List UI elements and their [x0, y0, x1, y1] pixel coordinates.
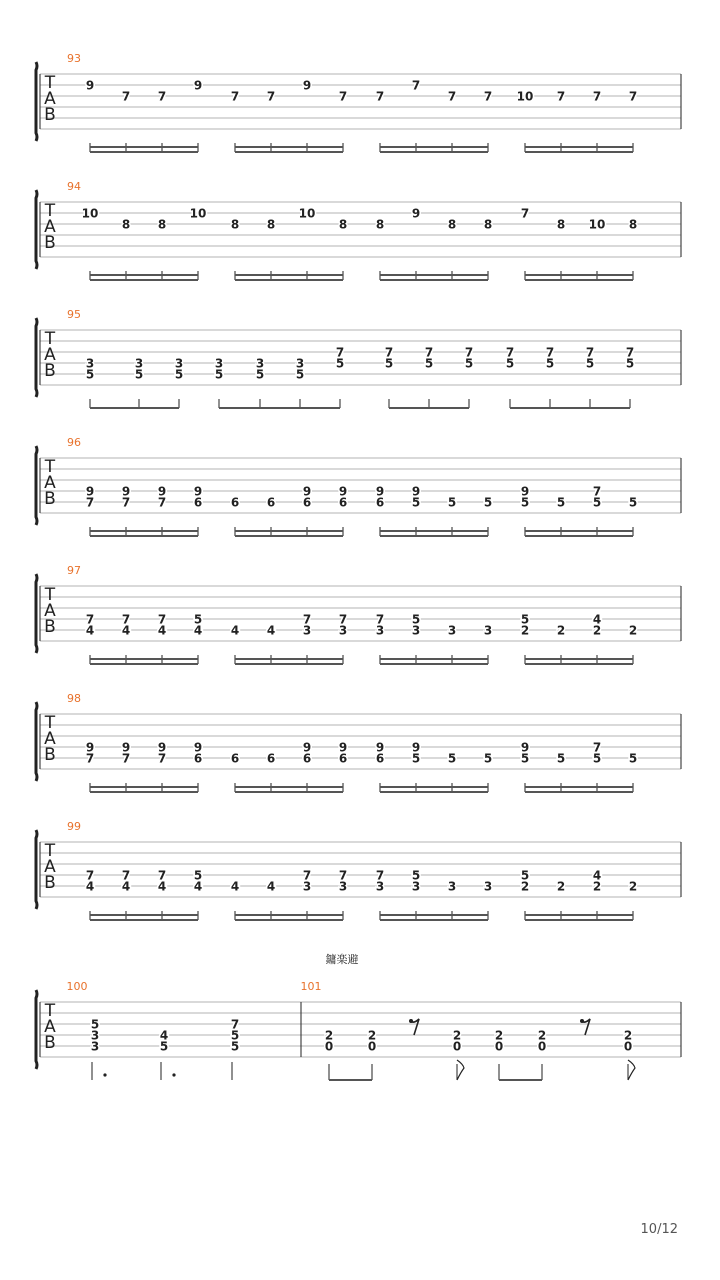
fret-number: 5 — [585, 356, 595, 371]
fret-number: 5 — [464, 356, 474, 371]
tab-clef-letter: B — [44, 745, 56, 765]
fret-number: 10 — [516, 89, 534, 104]
fret-number: 5 — [295, 367, 305, 382]
fret-number: 4 — [592, 868, 602, 883]
fret-number: 5 — [520, 495, 530, 510]
fret-number: 7 — [335, 345, 345, 360]
fret-number: 5 — [159, 1039, 169, 1054]
system-bracket — [36, 62, 37, 141]
fret-number: 7 — [85, 495, 95, 510]
tab-clef-letter: A — [44, 729, 56, 749]
fret-number: 5 — [628, 495, 638, 510]
fret-number: 5 — [384, 356, 394, 371]
fret-number: 2 — [628, 879, 638, 894]
measure-number: 97 — [67, 564, 81, 577]
fret-number: 7 — [121, 751, 131, 766]
fret-number: 5 — [134, 367, 144, 382]
fret-number: 4 — [266, 623, 276, 638]
fret-number: 7 — [447, 89, 457, 104]
fret-number: 3 — [411, 623, 421, 638]
fret-number: 5 — [214, 367, 224, 382]
fret-number: 3 — [411, 879, 421, 894]
fret-number: 7 — [157, 868, 167, 883]
fret-number: 5 — [411, 612, 421, 627]
fret-number: 7 — [157, 89, 167, 104]
tab-clef-letter: B — [44, 617, 56, 637]
fret-number: 7 — [545, 345, 555, 360]
fret-number: 7 — [375, 868, 385, 883]
fret-number: 2 — [537, 1028, 547, 1043]
fret-number: 7 — [520, 206, 530, 221]
fret-number: 5 — [411, 868, 421, 883]
fret-number: 7 — [424, 345, 434, 360]
fret-number: 2 — [452, 1028, 462, 1043]
fret-number: 7 — [121, 868, 131, 883]
fret-number: 7 — [302, 612, 312, 627]
fret-number: 9 — [520, 484, 530, 499]
fret-number: 7 — [121, 89, 131, 104]
fret-number: 3 — [295, 356, 305, 371]
fret-number: 4 — [121, 879, 131, 894]
fret-number: 5 — [193, 868, 203, 883]
tab-clef-letter: B — [44, 873, 56, 893]
eighth-rest-dot — [409, 1019, 413, 1023]
fret-number: 7 — [338, 868, 348, 883]
measure-number: 93 — [67, 52, 81, 65]
fret-number: 4 — [266, 879, 276, 894]
fret-number: 7 — [121, 612, 131, 627]
fret-number: 5 — [483, 495, 493, 510]
measure-number: 96 — [67, 436, 81, 449]
tab-clef-letter: T — [44, 713, 56, 733]
tab-clef-letter: B — [44, 361, 56, 381]
fret-number: 9 — [157, 740, 167, 755]
fret-number: 5 — [520, 612, 530, 627]
note-flag — [457, 1060, 464, 1080]
fret-number: 4 — [230, 623, 240, 638]
fret-number: 6 — [193, 751, 203, 766]
fret-number: 9 — [121, 740, 131, 755]
fret-number: 3 — [447, 623, 457, 638]
eighth-rest-dot — [580, 1019, 584, 1023]
fret-number: 4 — [157, 879, 167, 894]
fret-number: 3 — [302, 623, 312, 638]
fret-number: 10 — [81, 206, 99, 221]
fret-number: 9 — [193, 740, 203, 755]
fret-number: 3 — [302, 879, 312, 894]
tab-clef-letter: B — [44, 489, 56, 509]
fret-number: 9 — [375, 740, 385, 755]
fret-number: 0 — [494, 1039, 504, 1054]
fret-number: 0 — [324, 1039, 334, 1054]
page-number: 10/12 — [640, 1222, 678, 1237]
fret-number: 4 — [85, 623, 95, 638]
fret-number: 2 — [520, 623, 530, 638]
fret-number: 7 — [85, 868, 95, 883]
fret-number: 6 — [266, 751, 276, 766]
fret-number: 5 — [230, 1028, 240, 1043]
tab-clef-letter: A — [44, 1017, 56, 1037]
system-bracket — [36, 702, 37, 781]
fret-number: 5 — [625, 356, 635, 371]
fret-number: 9 — [85, 484, 95, 499]
system-bracket — [36, 574, 37, 653]
tab-clef-letter: T — [44, 457, 56, 477]
fret-number: 2 — [592, 879, 602, 894]
fret-number: 9 — [157, 484, 167, 499]
fret-number: 8 — [483, 217, 493, 232]
fret-number: 3 — [375, 879, 385, 894]
fret-number: 6 — [302, 751, 312, 766]
fret-number: 9 — [302, 484, 312, 499]
fret-number: 2 — [367, 1028, 377, 1043]
fret-number: 2 — [628, 623, 638, 638]
fret-number: 7 — [628, 89, 638, 104]
fret-number: 7 — [230, 89, 240, 104]
fret-number: 6 — [375, 751, 385, 766]
fret-number: 3 — [375, 623, 385, 638]
measure-number: 98 — [67, 692, 81, 705]
fret-number: 7 — [464, 345, 474, 360]
tab-clef-letter: T — [44, 841, 56, 861]
fret-number: 7 — [585, 345, 595, 360]
tab-clef-letter: T — [44, 73, 56, 93]
fret-number: 7 — [592, 89, 602, 104]
fret-number: 5 — [592, 495, 602, 510]
tab-clef-letter: A — [44, 217, 56, 237]
fret-number: 5 — [424, 356, 434, 371]
fret-number: 5 — [411, 495, 421, 510]
fret-number: 6 — [338, 751, 348, 766]
fret-number: 8 — [121, 217, 131, 232]
tab-clef-letter: A — [44, 345, 56, 365]
fret-number: 4 — [159, 1028, 169, 1043]
fret-number: 3 — [134, 356, 144, 371]
tab-clef-letter: B — [44, 105, 56, 125]
fret-number: 7 — [157, 751, 167, 766]
fret-number: 9 — [193, 78, 203, 93]
fret-number: 3 — [174, 356, 184, 371]
fret-number: 3 — [447, 879, 457, 894]
fret-number: 7 — [338, 612, 348, 627]
fret-number: 10 — [588, 217, 606, 232]
fret-number: 5 — [520, 868, 530, 883]
fret-number: 5 — [255, 367, 265, 382]
tab-clef-letter: B — [44, 1033, 56, 1053]
fret-number: 5 — [447, 751, 457, 766]
fret-number: 8 — [266, 217, 276, 232]
fret-number: 0 — [537, 1039, 547, 1054]
fret-number: 3 — [483, 879, 493, 894]
fret-number: 8 — [338, 217, 348, 232]
measure-number: 94 — [67, 180, 81, 193]
tab-clef-letter: T — [44, 201, 56, 221]
fret-number: 5 — [628, 751, 638, 766]
fret-number: 5 — [556, 751, 566, 766]
augmentation-dot — [103, 1073, 106, 1076]
tab-clef-letter: A — [44, 473, 56, 493]
fret-number: 7 — [556, 89, 566, 104]
fret-number: 7 — [592, 740, 602, 755]
fret-number: 5 — [545, 356, 555, 371]
fret-number: 3 — [90, 1039, 100, 1054]
fret-number: 0 — [367, 1039, 377, 1054]
fret-number: 2 — [520, 879, 530, 894]
fret-number: 5 — [483, 751, 493, 766]
measure-number: 99 — [67, 820, 81, 833]
measure-number: 95 — [67, 308, 81, 321]
fret-number: 9 — [338, 740, 348, 755]
fret-number: 7 — [302, 868, 312, 883]
fret-number: 4 — [157, 623, 167, 638]
fret-number: 5 — [592, 751, 602, 766]
tab-clef-letter: A — [44, 601, 56, 621]
fret-number: 9 — [411, 740, 421, 755]
fret-number: 4 — [121, 623, 131, 638]
fret-number: 5 — [85, 367, 95, 382]
measure-number: 101 — [300, 980, 322, 993]
fret-number: 5 — [447, 495, 457, 510]
system-bracket — [36, 318, 37, 397]
tab-clef-letter: A — [44, 89, 56, 109]
fret-number: 2 — [556, 623, 566, 638]
fret-number: 9 — [85, 740, 95, 755]
fret-number: 9 — [85, 78, 95, 93]
fret-number: 7 — [411, 78, 421, 93]
fret-number: 0 — [623, 1039, 633, 1054]
fret-number: 0 — [452, 1039, 462, 1054]
fret-number: 5 — [174, 367, 184, 382]
fret-number: 7 — [85, 751, 95, 766]
fret-number: 3 — [214, 356, 224, 371]
fret-number: 6 — [266, 495, 276, 510]
fret-number: 7 — [266, 89, 276, 104]
note-flag — [628, 1060, 635, 1080]
fret-number: 7 — [375, 612, 385, 627]
tab-clef-letter: B — [44, 233, 56, 253]
fret-number: 7 — [505, 345, 515, 360]
tab-clef-letter: A — [44, 857, 56, 877]
fret-number: 9 — [302, 78, 312, 93]
fret-number: 9 — [520, 740, 530, 755]
fret-number: 5 — [505, 356, 515, 371]
fret-number: 2 — [623, 1028, 633, 1043]
fret-number: 5 — [90, 1017, 100, 1032]
tab-clef-letter: T — [44, 585, 56, 605]
system-bracket — [36, 446, 37, 525]
fret-number: 8 — [157, 217, 167, 232]
fret-number: 8 — [556, 217, 566, 232]
fret-number: 9 — [411, 206, 421, 221]
fret-number: 10 — [298, 206, 316, 221]
fret-number: 2 — [592, 623, 602, 638]
fret-number: 5 — [520, 751, 530, 766]
fret-number: 9 — [121, 484, 131, 499]
system-bracket — [36, 830, 37, 909]
fret-number: 5 — [335, 356, 345, 371]
fret-number: 9 — [411, 484, 421, 499]
fret-number: 6 — [338, 495, 348, 510]
fret-number: 6 — [375, 495, 385, 510]
fret-number: 3 — [85, 356, 95, 371]
fret-number: 4 — [85, 879, 95, 894]
fret-number: 4 — [193, 879, 203, 894]
fret-number: 3 — [338, 879, 348, 894]
fret-number: 2 — [324, 1028, 334, 1043]
fret-number: 8 — [447, 217, 457, 232]
fret-number: 7 — [625, 345, 635, 360]
fret-number: 8 — [628, 217, 638, 232]
fret-number: 7 — [121, 495, 131, 510]
tab-clef-letter: T — [44, 329, 56, 349]
fret-number: 7 — [230, 1017, 240, 1032]
fret-number: 4 — [193, 623, 203, 638]
fret-number: 2 — [494, 1028, 504, 1043]
fret-number: 5 — [193, 612, 203, 627]
fret-number: 6 — [230, 751, 240, 766]
fret-number: 5 — [411, 751, 421, 766]
fret-number: 7 — [157, 612, 167, 627]
fret-number: 9 — [193, 484, 203, 499]
fret-number: 6 — [193, 495, 203, 510]
fret-number: 4 — [592, 612, 602, 627]
tab-clef-letter: T — [44, 1001, 56, 1021]
system-bracket — [36, 190, 37, 269]
section-text: 鏞楽避 — [325, 953, 359, 966]
fret-number: 7 — [375, 89, 385, 104]
fret-number: 3 — [483, 623, 493, 638]
fret-number: 4 — [230, 879, 240, 894]
fret-number: 6 — [230, 495, 240, 510]
system-bracket — [36, 990, 37, 1069]
fret-number: 7 — [157, 495, 167, 510]
measure-number: 100 — [66, 980, 88, 993]
fret-number: 9 — [338, 484, 348, 499]
fret-number: 7 — [338, 89, 348, 104]
fret-number: 3 — [90, 1028, 100, 1043]
fret-number: 7 — [483, 89, 493, 104]
fret-number: 9 — [302, 740, 312, 755]
fret-number: 5 — [556, 495, 566, 510]
fret-number: 8 — [375, 217, 385, 232]
fret-number: 5 — [230, 1039, 240, 1054]
fret-number: 7 — [85, 612, 95, 627]
augmentation-dot — [172, 1073, 175, 1076]
fret-number: 10 — [189, 206, 207, 221]
fret-number: 3 — [338, 623, 348, 638]
fret-number: 8 — [230, 217, 240, 232]
fret-number: 7 — [384, 345, 394, 360]
fret-number: 6 — [302, 495, 312, 510]
fret-number: 9 — [375, 484, 385, 499]
fret-number: 2 — [556, 879, 566, 894]
fret-number: 7 — [592, 484, 602, 499]
fret-number: 3 — [255, 356, 265, 371]
